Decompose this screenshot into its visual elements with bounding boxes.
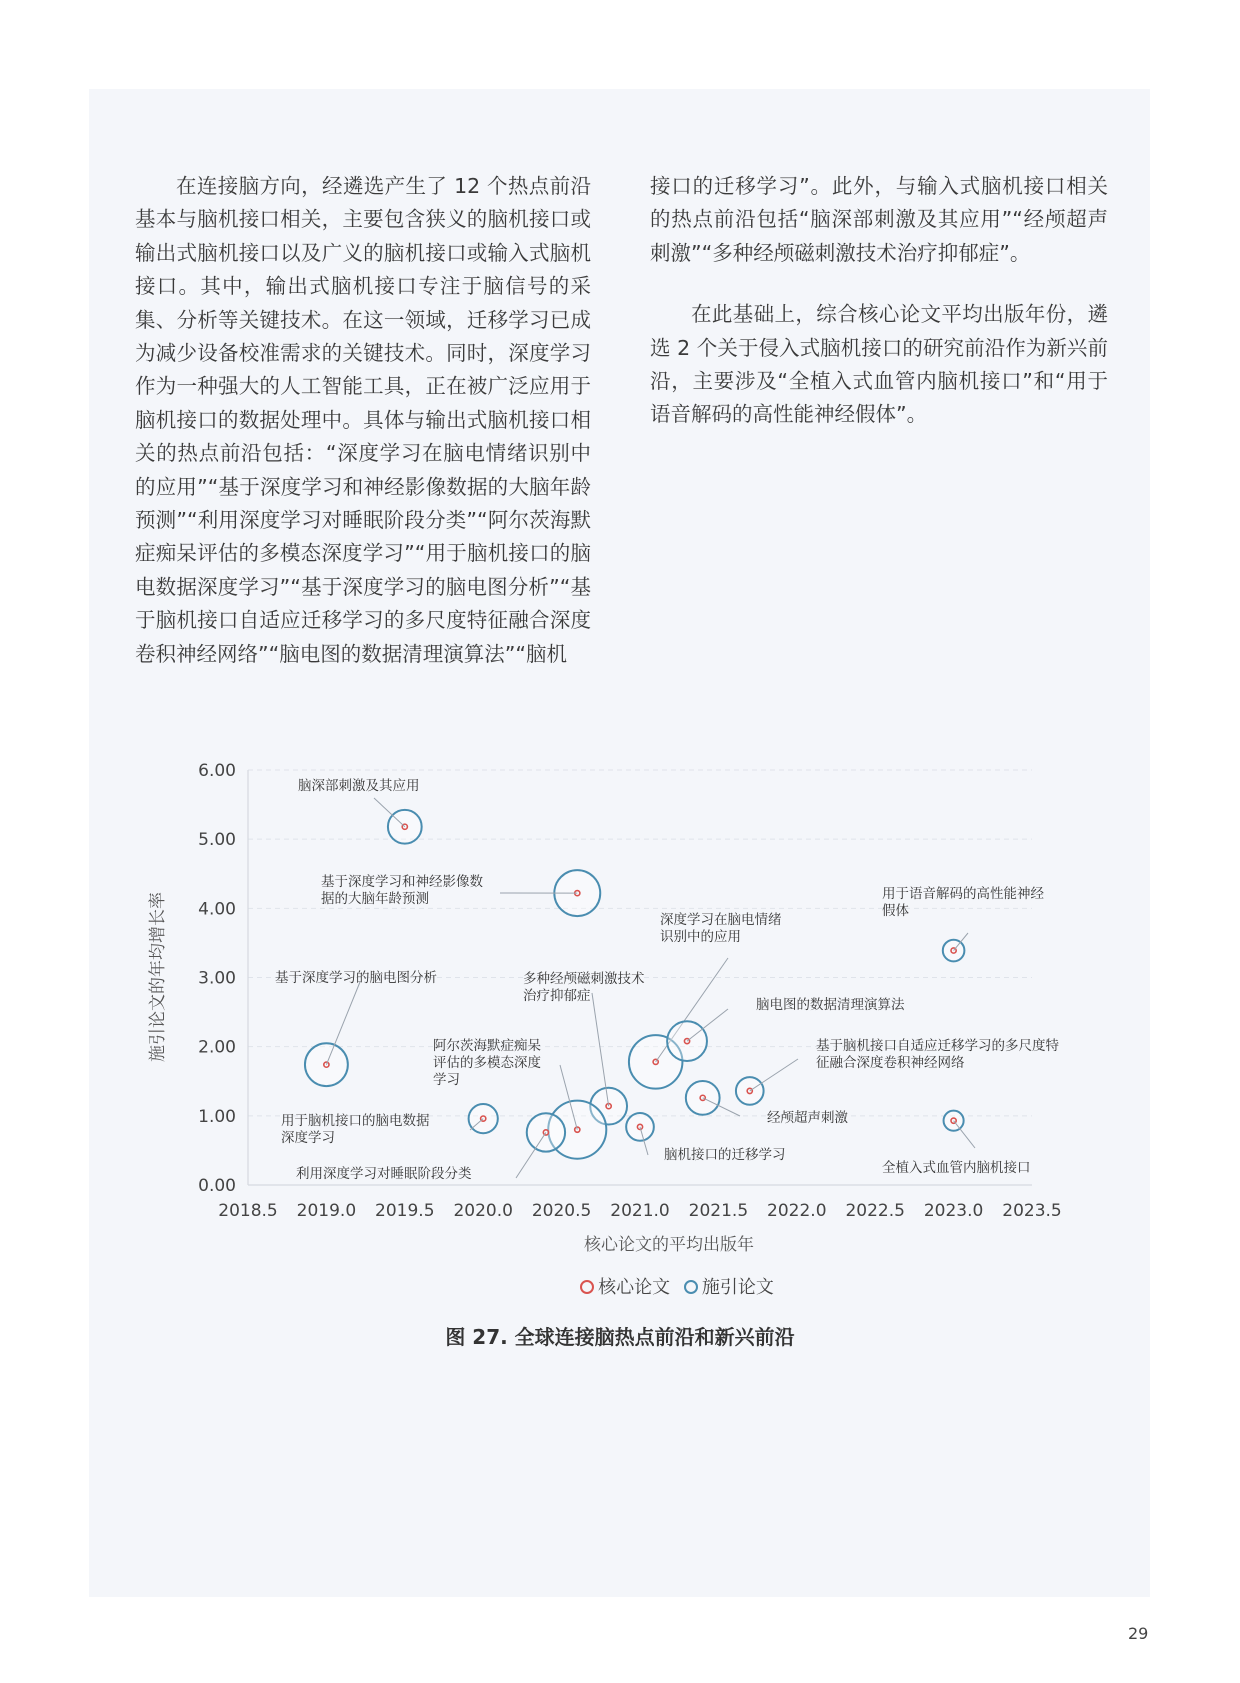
bubble-label: 用于语音解码的高性能神经 <box>882 886 1044 902</box>
bubble-label: 识别中的应用 <box>660 929 741 945</box>
bubble-label: 征融合深度卷积神经网络 <box>816 1055 965 1071</box>
leader-line <box>954 1121 975 1148</box>
citing-bubble <box>305 1043 348 1086</box>
bubble-label: 据的大脑年龄预测 <box>321 891 429 907</box>
bubble-label: 多种经颅磁刺激技术 <box>523 971 645 987</box>
x-tick-label: 2020.5 <box>531 1201 592 1221</box>
y-tick-label: 4.00 <box>198 899 236 920</box>
bubble-label: 脑机接口的迁移学习 <box>664 1147 786 1163</box>
citing-bubble <box>527 1113 565 1151</box>
x-axis-title: 核心论文的平均出版年 <box>584 1235 754 1255</box>
bubble-label: 脑电图的数据清理演算法 <box>756 997 905 1013</box>
figure-caption: 图 27. 全球连接脑热点前沿和新兴前沿 <box>445 1325 795 1349</box>
y-tick-label: 5.00 <box>198 830 236 851</box>
bubble-label: 经颅超声刺激 <box>767 1110 848 1126</box>
paragraph: 在连接脑方向，经遴选产生了 12 个热点前沿基本与脑机接口相关，主要包含狭义的脑机接口或输出式脑机接口以及广义的脑机接口或输入式脑机接口。其中，输出式脑机接口专注于脑信号的采集、分析等关键技术。在这一领域，迁移学习已成为减少设备校准需求的关键技术。同时，深度学习作为一种强大的人工智能工具，正在被广泛应用于脑机接口的数据处理中。具体与输出式脑机接口相关的热点前沿包括：“深度学习在脑电情绪识别中的应用”“基于深度学习和神经影像数据的大脑年龄预测”“利用深度学习对睡眠阶段分类”“阿尔茨海默症痴呆评估的多模态深度学习”“用于脑机接口的脑电数据深度学习”“基于深度学习的脑电图分析”“基于脑机接口自适应迁移学习的多尺度特征融合深度卷积神经网络”“脑电图的数据清理演算法”“脑机 <box>135 174 591 666</box>
legend-citing-marker <box>684 1280 698 1294</box>
x-tick-label: 2019.5 <box>375 1201 435 1221</box>
bubble-label: 用于脑机接口的脑电数据 <box>281 1113 430 1129</box>
chart-legend <box>0 1273 1240 1299</box>
bubble-label: 假体 <box>882 903 909 919</box>
page-number: 29 <box>1128 1624 1149 1643</box>
paragraph: 在此基础上，综合核心论文平均出版年份，遴选 2 个关于侵入式脑机接口的研究前沿作为新兴前沿，主要涉及“全植入式血管内脑机接口”和“用于语音解码的高性能神经假体”。 <box>650 302 1108 427</box>
bubble-label: 评估的多模态深度 <box>433 1055 541 1071</box>
bubble-label: 阿尔茨海默症痴呆 <box>433 1038 541 1054</box>
bubble-label: 基于深度学习和神经影像数 <box>321 874 483 890</box>
leader-line <box>750 1059 798 1091</box>
bubble-label: 深度学习 <box>281 1130 335 1146</box>
x-tick-label: 2021.0 <box>610 1201 670 1221</box>
y-tick-label: 1.00 <box>198 1106 236 1127</box>
bubble-label: 基于深度学习的脑电图分析 <box>275 970 437 986</box>
x-tick-label: 2022.0 <box>767 1201 827 1221</box>
x-tick-label: 2019.0 <box>296 1201 357 1221</box>
bubble-label: 深度学习在脑电情绪 <box>660 912 782 928</box>
bubble-label: 基于脑机接口自适应迁移学习的多尺度特 <box>816 1038 1059 1054</box>
x-tick-label: 2022.5 <box>845 1201 905 1221</box>
x-tick-label: 2023.0 <box>923 1201 984 1221</box>
paragraph: 接口的迁移学习”。此外，与输入式脑机接口相关的热点前沿包括“脑深部刺激及其应用”“经颅超声刺激”“多种经颅磁刺激技术治疗抑郁症”。 <box>650 174 1108 265</box>
legend-citing-label: 施引论文 <box>701 1277 774 1298</box>
bubble-label: 治疗抑郁症 <box>523 988 591 1004</box>
x-tick-label: 2023.5 <box>1002 1201 1062 1221</box>
x-tick-label: 2021.5 <box>688 1201 749 1221</box>
y-tick-label: 6.00 <box>198 761 236 781</box>
x-tick-label: 2020.0 <box>453 1201 513 1221</box>
bubble-label: 脑深部刺激及其应用 <box>298 778 420 794</box>
x-tick-label: 2018.5 <box>218 1201 278 1221</box>
y-tick-label: 3.00 <box>198 968 236 989</box>
bubble-label: 全植入式血管内脑机接口 <box>882 1160 1031 1176</box>
bubble-label: 利用深度学习对睡眠阶段分类 <box>296 1166 472 1182</box>
legend-core-marker <box>580 1280 594 1294</box>
legend-core-label: 核心论文 <box>598 1277 671 1298</box>
y-axis-title: 施引论文的年均增长率 <box>148 892 168 1062</box>
y-tick-label: 0.00 <box>198 1176 236 1196</box>
bubble-label: 学习 <box>433 1072 460 1088</box>
y-tick-label: 2.00 <box>198 1037 236 1058</box>
